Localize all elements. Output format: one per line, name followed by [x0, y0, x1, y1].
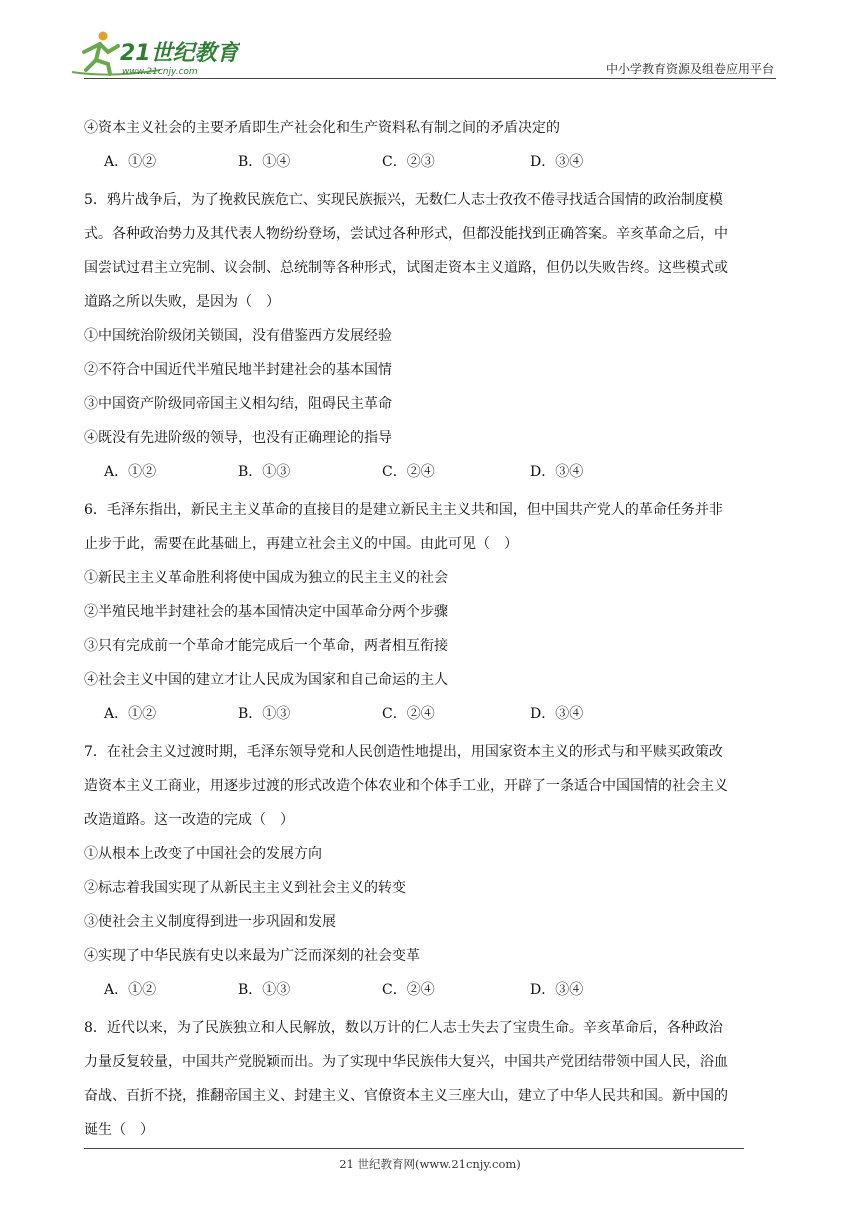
option-d: D．③④ [530, 982, 584, 998]
answer-options [104, 152, 664, 172]
option-d: D．③④ [530, 464, 584, 480]
option-a: A．①② [104, 464, 157, 480]
answer-options [104, 462, 664, 482]
option-a: A．①② [104, 982, 157, 998]
text-line: ④既没有先进阶级的领导，也没有正确理论的指导 [84, 430, 392, 446]
text-line: 7．在社会主义过渡时期，毛泽东领导党和人民创造性地提出，用国家资本主义的形式与和平赎买政策改 [84, 744, 723, 760]
option-a: A．①② [104, 154, 157, 170]
platform-name: 中小学教育资源及组卷应用平台 [605, 62, 774, 76]
option-b: B．①④ [238, 154, 291, 170]
text-line: 国尝试过君主立宪制、议会制、总统制等各种形式，试图走资本主义道路，但仍以失败告终。这些模式或 [84, 260, 728, 276]
text-line: 造资本主义工商业，用逐步过渡的形式改造个体农业和个体手工业，开辟了一条适合中国国情的社会主义 [84, 778, 728, 794]
svg-text:www.21cnjy.com: www.21cnjy.com [122, 67, 198, 77]
text-line: 5．鸦片战争后，为了挽救民族危亡、实现民族振兴，无数仁人志士孜孜不倦寻找适合国情的政治制度模 [84, 192, 723, 208]
option-b: B．①③ [238, 982, 291, 998]
option-b: B．①③ [238, 706, 291, 722]
text-line: ③只有完成前一个革命才能完成后一个革命，两者相互衔接 [84, 638, 448, 654]
page-footer: 21 世纪教育网(www.21cnjy.com) [339, 1157, 521, 1171]
text-line: ②不符合中国近代半殖民地半封建社会的基本国情 [84, 362, 392, 378]
text-line: ④资本主义社会的主要矛盾即生产社会化和生产资料私有制之间的矛盾决定的 [84, 120, 560, 136]
option-c: C．②④ [382, 706, 435, 722]
text-line: 6．毛泽东指出，新民主主义革命的直接目的是建立新民主主义共和国，但中国共产党人的革命任务并非 [84, 502, 723, 518]
text-line: ③使社会主义制度得到进一步巩固和发展 [84, 914, 336, 930]
text-line: 诞生（ ） [84, 1122, 154, 1138]
text-line: ④社会主义中国的建立才让人民成为国家和自己命运的主人 [84, 672, 448, 688]
answer-options [104, 980, 664, 1000]
header-divider [84, 78, 776, 79]
text-line: 道路之所以失败，是因为（ ） [84, 294, 280, 310]
text-line: 式。各种政治势力及其代表人物纷纷登场，尝试过各种形式，但都没能找到正确答案。辛亥革命之后，中 [84, 226, 728, 242]
footer-divider [84, 1148, 744, 1149]
text-line: ④实现了中华民族有史以来最为广泛而深刻的社会变革 [84, 948, 420, 964]
option-c: C．②④ [382, 464, 435, 480]
text-line: ①新民主主义革命胜利将使中国成为独立的民主主义的社会 [84, 570, 448, 586]
text-line: ①中国统治阶级闭关锁国，没有借鉴西方发展经验 [84, 328, 392, 344]
text-line: 改造道路。这一改造的完成（ ） [84, 812, 294, 828]
option-c: C．②③ [382, 154, 435, 170]
text-line: 奋战、百折不挠，推翻帝国主义、封建主义、官僚资本主义三座大山，建立了中华人民共和国。新中国的 [84, 1088, 728, 1104]
option-b: B．①③ [238, 464, 291, 480]
text-line: ①从根本上改变了中国社会的发展方向 [84, 846, 322, 862]
text-line: 力量反复较量，中国共产党脱颖而出。为了实现中华民族伟大复兴，中国共产党团结带领中国人民，浴血 [84, 1054, 728, 1070]
text-line: ②标志着我国实现了从新民主主义到社会主义的转变 [84, 880, 406, 896]
svg-text:21世纪教育: 21世纪教育 [120, 41, 239, 66]
site-logo [70, 30, 240, 80]
text-line: ③中国资产阶级同帝国主义相勾结，阻碍民主革命 [84, 396, 392, 412]
text-line: 止步于此，需要在此基础上，再建立社会主义的中国。由此可见（ ） [84, 536, 518, 552]
page-header [0, 0, 860, 80]
answer-options [104, 704, 664, 724]
option-c: C．②④ [382, 982, 435, 998]
option-a: A．①② [104, 706, 157, 722]
text-line: 8．近代以来，为了民族独立和人民解放，数以万计的仁人志士失去了宝贵生命。辛亥革命后，各种政治 [84, 1020, 723, 1036]
text-line: ②半殖民地半封建社会的基本国情决定中国革命分两个步骤 [84, 604, 448, 620]
option-d: D．③④ [530, 706, 584, 722]
option-d: D．③④ [530, 154, 584, 170]
